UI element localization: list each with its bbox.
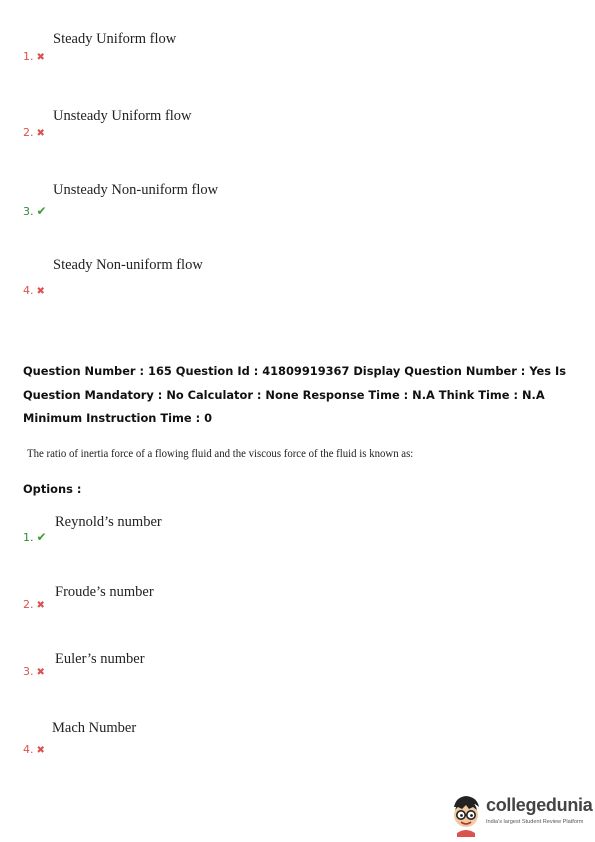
question-info: Question Number : 165 Question Id : 41809919367 Display Question Number : Yes Is Question Mandatory : No Calculator : None Response Time : N.A Think Time : N.A Minimum Instruction Time : 0 xyxy=(23,364,567,425)
collegedunia-logo xyxy=(448,793,593,839)
check-icon: ✔ xyxy=(36,530,47,544)
option-number: 3. ✔ xyxy=(23,204,47,218)
option-number: 4. ✖ xyxy=(23,743,45,756)
option-text: Steady Non-uniform flow xyxy=(53,257,203,273)
option-number: 1. ✔ xyxy=(23,530,47,544)
option-number: 3. ✖ xyxy=(23,665,45,678)
option-text: Unsteady Non-uniform flow xyxy=(53,182,219,198)
option-text: Euler’s number xyxy=(55,651,145,667)
logo-wordmark: collegedunia xyxy=(486,795,593,815)
cross-icon: ✖ xyxy=(36,600,45,611)
question-text: The ratio of inertia force of a flowing fluid and the viscous force of the fluid is known as: xyxy=(27,446,414,460)
mascot-icon xyxy=(448,793,484,837)
cross-icon: ✖ xyxy=(36,128,45,139)
cross-icon: ✖ xyxy=(36,286,45,297)
option-text: Mach Number xyxy=(52,720,137,736)
cross-icon: ✖ xyxy=(36,745,45,756)
option-number: 2. ✖ xyxy=(23,598,45,611)
option-text: Steady Uniform flow xyxy=(53,31,177,47)
option-text: Unsteady Uniform flow xyxy=(53,108,192,124)
option-text: Froude’s number xyxy=(55,584,154,600)
option-number: 2. ✖ xyxy=(23,126,45,139)
logo-tagline: India's largest Student Review Platform xyxy=(486,819,584,825)
check-icon: ✔ xyxy=(36,204,47,218)
option-text: Reynold’s number xyxy=(55,514,162,530)
option-number: 4. ✖ xyxy=(23,284,45,297)
options-label: Options : xyxy=(23,482,82,496)
cross-icon: ✖ xyxy=(36,667,45,678)
cross-icon: ✖ xyxy=(36,52,45,63)
option-number: 1. ✖ xyxy=(23,50,45,63)
